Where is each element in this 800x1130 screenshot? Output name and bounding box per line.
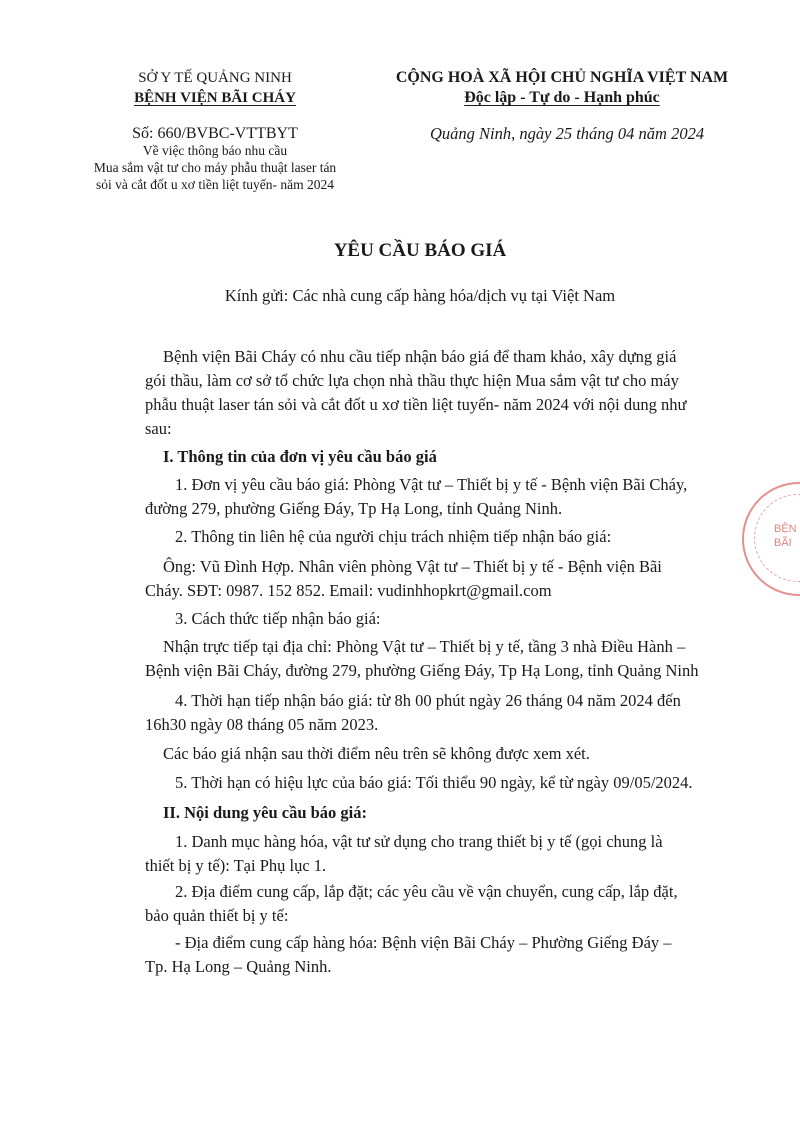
- section-1-heading: I. Thông tin của đơn vị yêu cầu báo giá: [163, 447, 437, 466]
- section-2-heading: II. Nội dung yêu cầu báo giá:: [163, 803, 368, 822]
- s1-item4-line2: 16h30 ngày 08 tháng 05 năm 2023.: [145, 715, 379, 734]
- s1-address-line2: Bệnh viện Bãi Cháy, đường 279, phường Giếng Đáy, Tp Hạ Long, tỉnh Quảng Ninh: [145, 661, 699, 680]
- s1-contact-line2: Cháy. SĐT: 0987. 152 852. Email: vudinhhopkrt@gmail.com: [145, 581, 552, 600]
- s2-item1-line2: thiết bị y tế): Tại Phụ lục 1.: [145, 856, 327, 875]
- intro-line-2: gói thầu, làm cơ sở tổ chức lựa chọn nhà thầu thực hiện Mua sắm vật tư cho máy: [145, 371, 679, 390]
- issuing-organization: [90, 88, 340, 108]
- intro-line-3: phẫu thuật laser tán sỏi và cắt đốt u xơ tiền liệt tuyến- năm 2024 với nội dung như: [145, 395, 687, 414]
- document-number: Số: 660/BVBC-VTTBYT: [132, 125, 298, 142]
- s2-item2-line1: 2. Địa điểm cung cấp, lắp đặt; các yêu cầu về vận chuyển, cung cấp, lắp đặt,: [175, 882, 678, 901]
- s1-address-line1: Nhận trực tiếp tại địa chỉ: Phòng Vật tư – Thiết bị y tế, tầng 3 nhà Điều Hành –: [163, 637, 686, 656]
- document-title: YÊU CẦU BÁO GIÁ: [333, 240, 507, 261]
- s2-item2-line2: bảo quản thiết bị y tế:: [145, 906, 289, 925]
- seal-text-line1: BỆN: [774, 523, 797, 535]
- seal-text: [774, 522, 797, 550]
- official-seal: [742, 482, 800, 596]
- subject-line-1: Về việc thông báo nhu cầu: [142, 143, 288, 158]
- s1-item1-line2: đường 279, phường Giếng Đáy, Tp Hạ Long, tỉnh Quảng Ninh.: [145, 499, 563, 518]
- s2-delivery-line1: - Địa điểm cung cấp hàng hóa: Bệnh viện Bãi Cháy – Phường Giếng Đáy –: [175, 933, 672, 952]
- s1-item1-line1: 1. Đơn vị yêu cầu báo giá: Phòng Vật tư – Thiết bị y tế - Bệnh viện Bãi Cháy,: [175, 475, 688, 494]
- s2-item1-line1: 1. Danh mục hàng hóa, vật tư sử dụng cho trang thiết bị y tế (gọi chung là: [175, 832, 663, 851]
- national-motto-text: Độc lập - Tự do - Hạnh phúc: [464, 89, 660, 106]
- s2-delivery-line2: Tp. Hạ Long – Quảng Ninh.: [145, 957, 332, 976]
- intro-line-1: Bệnh viện Bãi Cháy có nhu cầu tiếp nhận báo giá để tham khảo, xây dựng giá: [163, 347, 677, 366]
- s1-item3: 3. Cách thức tiếp nhận báo giá:: [175, 609, 381, 628]
- national-motto: [352, 88, 772, 108]
- intro-line-4: sau:: [145, 419, 172, 438]
- subject-line-3: sỏi và cắt đốt u xơ tiền liệt tuyến- năm 2024: [95, 177, 335, 192]
- s1-item5: 5. Thời hạn có hiệu lực của báo giá: Tối thiểu 90 ngày, kể từ ngày 09/05/2024.: [175, 773, 693, 792]
- seal-text-line2: BÃI: [774, 537, 792, 549]
- s1-item2: 2. Thông tin liên hệ của người chịu trách nhiệm tiếp nhận báo giá:: [175, 527, 612, 546]
- s1-item4-line1: 4. Thời hạn tiếp nhận báo giá: từ 8h 00 phút ngày 26 tháng 04 năm 2024 đến: [175, 691, 681, 710]
- recipient: Kính gửi: Các nhà cung cấp hàng hóa/dịch vụ tại Việt Nam: [224, 286, 616, 305]
- issuing-authority: SỞ Y TẾ QUẢNG NINH: [138, 70, 292, 86]
- s1-contact-line1: Ông: Vũ Đình Hợp. Nhân viên phòng Vật tư – Thiết bị y tế - Bệnh viện Bãi: [163, 557, 662, 576]
- national-title: CỘNG HOÀ XÃ HỘI CHỦ NGHĨA VIỆT NAM: [395, 69, 729, 86]
- place-and-date: Quảng Ninh, ngày 25 tháng 04 năm 2024: [430, 124, 705, 143]
- s1-late-notice: Các báo giá nhận sau thời điểm nêu trên sẽ không được xem xét.: [163, 744, 590, 763]
- organization-name: BỆNH VIỆN BÃI CHÁY: [134, 90, 296, 106]
- subject-line-2: Mua sắm vật tư cho máy phẫu thuật laser tán: [93, 160, 337, 175]
